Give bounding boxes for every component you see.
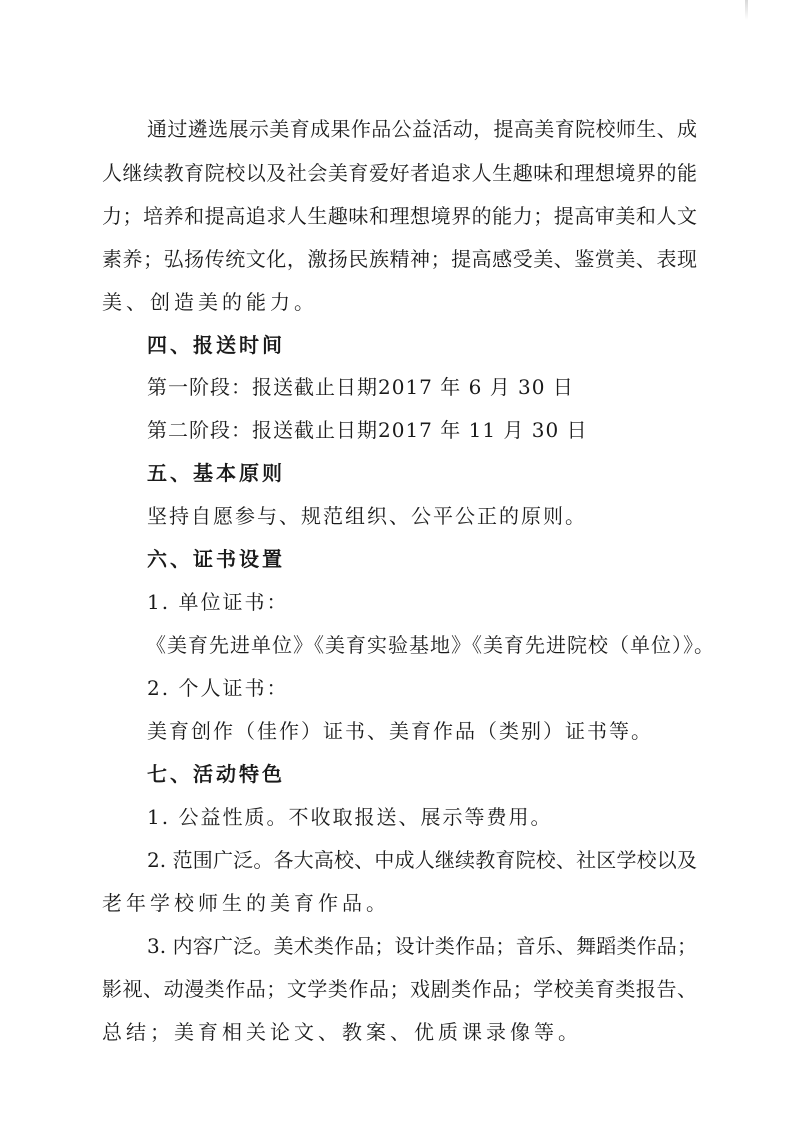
section-5-heading: 五、基本原则 bbox=[147, 461, 285, 485]
section-4-stage-2: 第二阶段：报送截止日期2017 年 11 月 30 日 bbox=[147, 418, 588, 442]
section-7-item-3-line-1: 3. 内容广泛。美术类作品；设计类作品；音乐、舞蹈类作品； bbox=[147, 934, 697, 958]
section-6-unit-label: 1. 单位证书： bbox=[147, 590, 289, 614]
section-5-text: 坚持自愿参与、规范组织、公平公正的原则。 bbox=[147, 504, 587, 528]
section-7-item-2-line-2: 老年学校师生的美育作品。 bbox=[102, 891, 390, 915]
scan-edge-mark bbox=[745, 0, 748, 20]
intro-line-5: 美、创造美的能力。 bbox=[102, 290, 318, 314]
section-4-heading: 四、报送时间 bbox=[147, 333, 285, 357]
intro-line-4: 素养；弘扬传统文化，激扬民族精神；提高感受美、鉴赏美、表现 bbox=[102, 247, 697, 271]
intro-line-2: 人继续教育院校以及社会美育爱好者追求人生趣味和理想境界的能 bbox=[102, 161, 697, 185]
section-7-item-1: 1. 公益性质。不收取报送、展示等费用。 bbox=[147, 805, 553, 829]
intro-line-3: 力；培养和提高追求人生趣味和理想境界的能力；提高审美和人文 bbox=[102, 204, 697, 228]
section-4-stage-1: 第一阶段：报送截止日期2017 年 6 月 30 日 bbox=[147, 375, 574, 399]
section-7-item-3-line-3: 总结；美育相关论文、教案、优质课录像等。 bbox=[102, 1020, 582, 1044]
section-7-heading: 七、活动特色 bbox=[147, 762, 285, 786]
section-6-heading: 六、证书设置 bbox=[147, 547, 285, 571]
section-7-item-2-line-1: 2. 范围广泛。各大高校、中成人继续教育院校、社区学校以及 bbox=[147, 848, 697, 872]
section-7-item-3-line-2: 影视、动漫类作品；文学类作品；戏剧类作品；学校美育类报告、 bbox=[102, 977, 697, 1001]
section-6-unit-text: 《美育先进单位》《美育实验基地》《美育先进院校（单位）》。 bbox=[146, 633, 715, 657]
intro-line-1: 通过遴选展示美育成果作品公益活动，提高美育院校师生、成 bbox=[147, 117, 697, 141]
section-6-personal-label: 2. 个人证书： bbox=[147, 676, 289, 700]
section-6-personal-text: 美育创作（佳作）证书、美育作品（类别）证书等。 bbox=[147, 719, 653, 743]
